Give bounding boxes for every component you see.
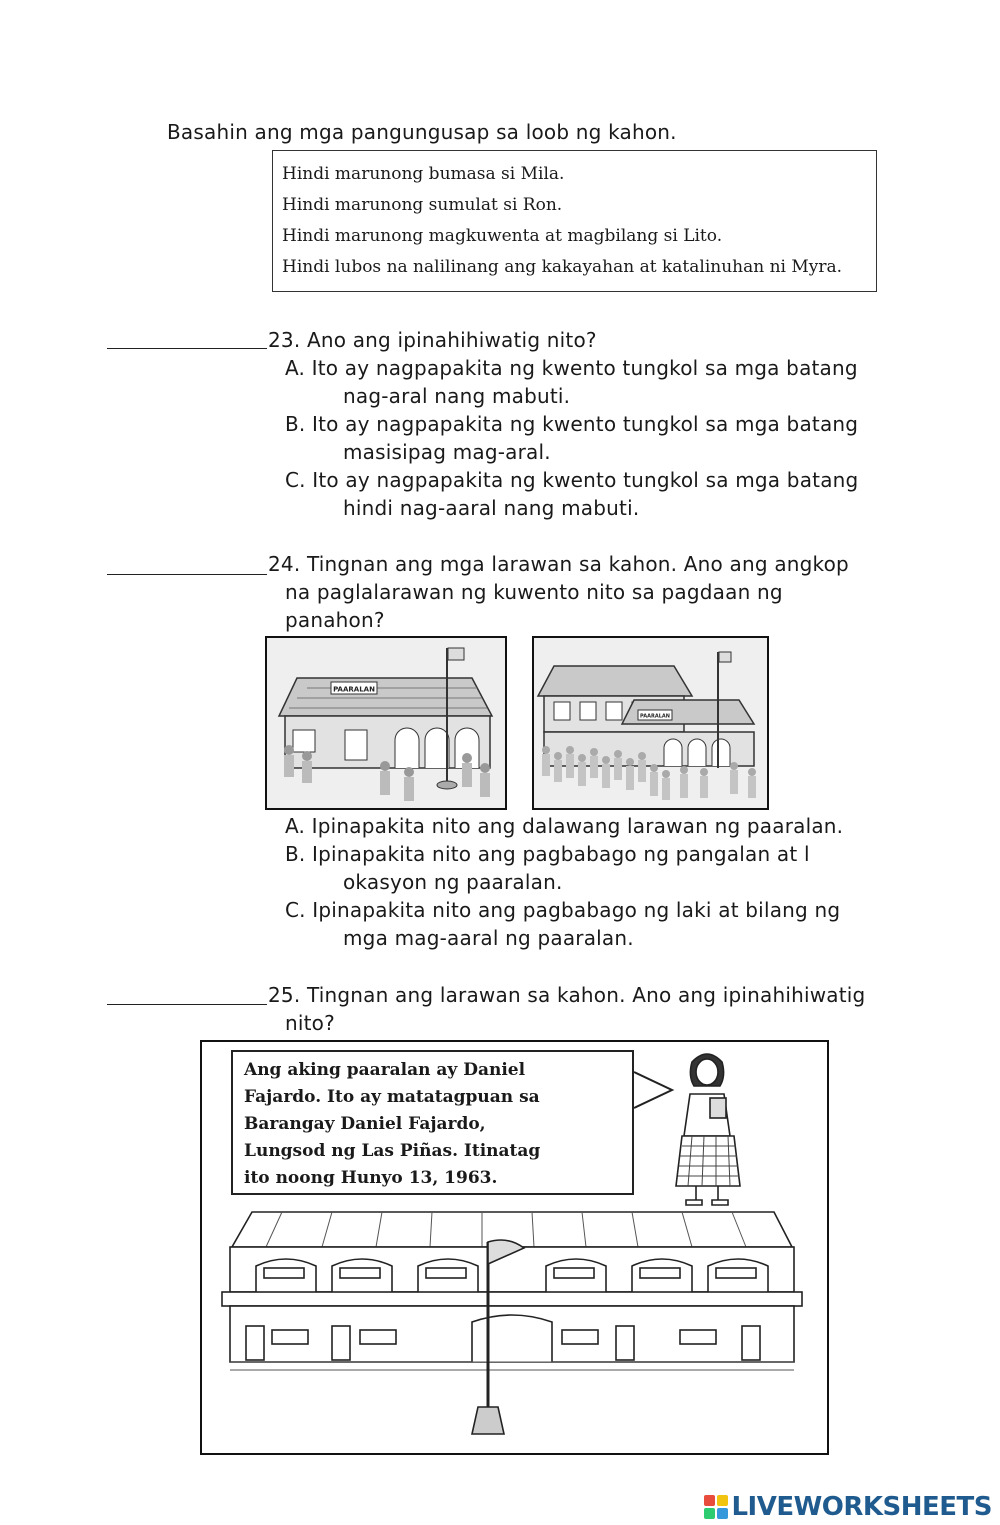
old-school-drawing <box>267 638 505 808</box>
choice-23-a[interactable]: A. Ito ay nagpapakita ng kwento tungkol sa mga batang <box>285 356 858 380</box>
question-23: 23. Ano ang ipinahihiwatig nito? <box>268 328 597 352</box>
sentence-line: Hindi marunong sumulat si Ron. <box>282 195 563 215</box>
answer-blank-23[interactable] <box>107 348 267 349</box>
choice-23-a-cont: nag-aral nang mabuti. <box>343 384 571 408</box>
speech-line: Ang aking paaralan ay Daniel <box>244 1060 526 1080</box>
school-sign-left: PAARALAN <box>333 685 375 694</box>
sentence-box <box>272 150 877 292</box>
choice-23-b[interactable]: B. Ito ay nagpapakita ng kwento tungkol sa mga batang <box>285 412 859 436</box>
choice-23-c-cont: hindi nag-aaral nang mabuti. <box>343 496 640 520</box>
answer-blank-25[interactable] <box>107 1004 267 1005</box>
choice-24-c[interactable]: C. Ipinapakita nito ang pagbabago ng laki at bilang ng <box>285 898 841 922</box>
speech-line: Barangay Daniel Fajardo, <box>244 1114 486 1134</box>
choice-24-a[interactable]: A. Ipinapakita nito ang dalawang larawan ng paaralan. <box>285 814 844 838</box>
answer-blank-24[interactable] <box>107 574 267 575</box>
question-24-line-3: panahon? <box>285 608 385 632</box>
question-24: 24. Tingnan ang mga larawan sa kahon. Ano ang angkop <box>268 552 849 576</box>
speech-line: Lungsod ng Las Piñas. Itinatag <box>244 1141 541 1161</box>
sentence-line: Hindi lubos na nalilinang ang kakayahan at katalinuhan ni Myra. <box>282 257 843 277</box>
new-school-drawing <box>534 638 767 808</box>
student-figure <box>676 1054 740 1205</box>
new-school-picture <box>532 636 769 810</box>
question-24-line-2: na paglalarawan ng kuwento nito sa pagdaan ng <box>285 580 783 604</box>
sentence-line: Hindi marunong magkuwenta at magbilang si Lito. <box>282 226 723 246</box>
liveworksheets-logo[interactable] <box>703 1492 992 1522</box>
speech-line: ito noong Hunyo 13, 1963. <box>244 1168 498 1188</box>
sentence-line: Hindi marunong bumasa si Mila. <box>282 164 565 184</box>
speech-line: Fajardo. Ito ay matatagpuan sa <box>244 1087 540 1107</box>
old-school-picture <box>265 636 507 810</box>
choice-23-c[interactable]: C. Ito ay nagpapakita ng kwento tungkol sa mga batang <box>285 468 859 492</box>
speech-bubble <box>231 1050 634 1195</box>
choice-24-c-cont: mga mag-aaral ng paaralan. <box>343 926 634 950</box>
choice-24-b[interactable]: B. Ipinapakita nito ang pagbabago ng pangalan at l <box>285 842 810 866</box>
school-sign-right: PAARALAN <box>640 713 670 720</box>
question-25: 25. Tingnan ang larawan sa kahon. Ano ang ipinahihiwatig <box>268 983 866 1007</box>
choice-24-b-cont: okasyon ng paaralan. <box>343 870 563 894</box>
liveworksheets-logo-text: LIVEWORKSHEETS <box>731 1492 992 1522</box>
liveworksheets-logo-icon <box>703 1494 729 1520</box>
question-25-line-2: nito? <box>285 1011 335 1035</box>
choice-23-b-cont: masisipag mag-aral. <box>343 440 551 464</box>
school-building <box>222 1212 802 1434</box>
instruction-text: Basahin ang mga pangungusap sa loob ng kahon. <box>167 120 677 144</box>
